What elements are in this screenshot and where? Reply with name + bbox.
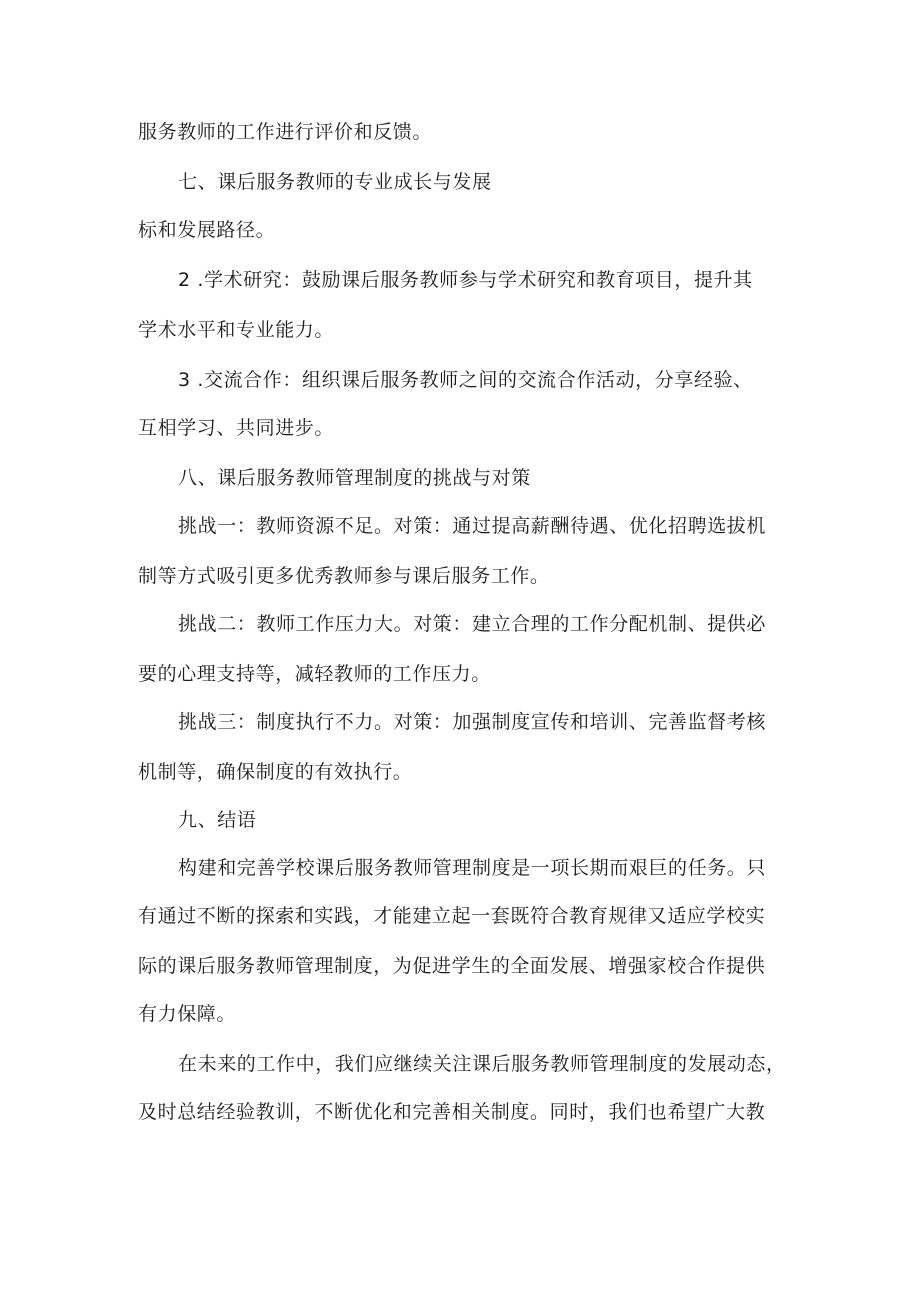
text-line-7: 互相学习、共同进步。: [138, 417, 335, 439]
list-item-3: 3 .交流合作：组织课后服务教师之间的交流合作活动，分享经验、: [178, 369, 753, 391]
challenge-3: 挑战三：制度执行不力。对策：加强制度宣传和培训、完善监督考核: [178, 711, 767, 733]
text-line-3: 标和发展路径。: [138, 219, 276, 241]
text-line-14: 机制等，确保制度的有效执行。: [138, 761, 413, 783]
conclusion-paragraph-1-line-4: 有力保障。: [138, 1003, 237, 1025]
text-line-10: 制等方式吸引更多优秀教师参与课后服务工作。: [138, 565, 550, 587]
conclusion-paragraph-1-line-3: 际的课后服务教师管理制度，为促进学生的全面发展、增强家校合作提供: [138, 955, 766, 977]
conclusion-paragraph-2-line-1: 在未来的工作中，我们应继续关注课后服务教师管理制度的发展动态，: [178, 1053, 786, 1075]
text-line-12: 要的心理支持等，减轻教师的工作压力。: [138, 663, 491, 685]
text-line-5: 学术水平和专业能力。: [138, 319, 335, 341]
challenge-2: 挑战二：教师工作压力大。对策：建立合理的工作分配机制、提供必: [178, 613, 767, 635]
challenge-1: 挑战一：教师资源不足。对策：通过提高薪酬待遇、优化招聘选拔机: [178, 515, 767, 537]
text-line-1: 服务教师的工作进行评价和反馈。: [138, 121, 433, 143]
conclusion-paragraph-2-line-2: 及时总结经验教训，不断优化和完善相关制度。同时，我们也希望广大教: [138, 1101, 766, 1123]
section-heading-8: 八、课后服务教师管理制度的挑战与对策: [178, 467, 531, 489]
conclusion-paragraph-1-line-2: 有通过不断的探索和实践，才能建立起一套既符合教育规律又适应学校实: [138, 905, 766, 927]
conclusion-paragraph-1-line-1: 构建和完善学校课后服务教师管理制度是一项长期而艰巨的任务。只: [178, 857, 767, 879]
section-heading-9: 九、结语: [178, 809, 257, 831]
list-item-2: 2 .学术研究：鼓励课后服务教师参与学术研究和教育项目，提升其: [178, 269, 753, 291]
section-heading-7: 七、课后服务教师的专业成长与发展: [178, 171, 492, 193]
